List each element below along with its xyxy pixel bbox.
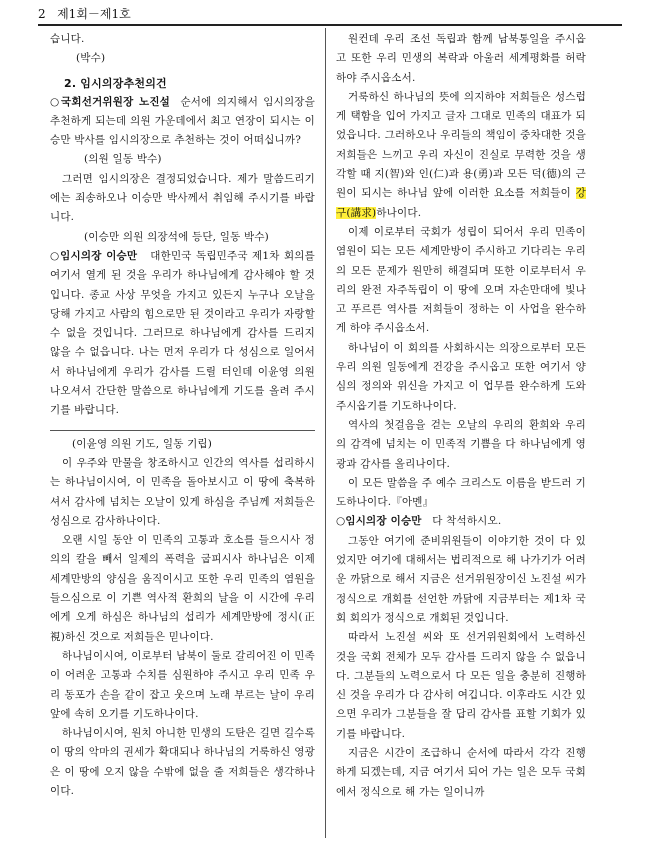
stage-direction: (박수): [76, 52, 106, 65]
paragraph: 이 모든 말씀을 주 예수 크리스도 이름을 받드러 기도하나이다.『아멘』: [336, 476, 586, 509]
page-header: [38, 6, 622, 26]
paragraph: 그동안 여기에 준비위원들이 이야기한 것이 다 있었지만 여기에 대해서는 법리적으로 해 나가기가 어려운 까닭으로 해서 지금은 선거위원장이신 노진설 씨가 정식으로 개회를 선언한 까닭에 지금부터는 제1차 국회 회의가 정식으로 개회된 것입니다.: [336, 534, 586, 624]
highlighted-text: 강구(講求): [336, 187, 586, 219]
circle-marker-icon: ○: [50, 95, 62, 108]
speech-text: 다 착석하시오.: [432, 515, 502, 528]
paragraph: 이제 이로부터 국회가 성립이 되어서 우리 민족이 염원이 되는 모든 세계만방이 주시하고 기다리는 우리의 모든 문제가 원만히 해결되며 또한 이로부터서 우리의 완전 자주독립이 이 땅에 오며 자손만대에 빛나고 푸르른 역사를 저희들이 정하는 이 사업을 완수하게 하야 주시옵소서.: [336, 225, 586, 335]
paragraph: 따라서 노진설 씨와 또 선거위원회에서 노력하신 것을 국회 전체가 모두 감사를 드리지 않을 수 없읍니다. 그분들의 노력으로서 다 모든 일을 충분히 진행하신 것을 우리가 다 감사히 여깁니다. 이후라도 시간 있으면 우리가 그분들을 잘 답리 감사를 표할 기회가 있기를 바랍니다.: [336, 631, 586, 740]
left-column: [50, 30, 315, 801]
stage-direction: (의원 일동 박수): [84, 153, 162, 166]
paragraph: 하나님이시여, 원치 아니한 민생의 도탄은 길면 길수록 이 땅의 악마의 권세가 확대되나 하나님의 거룩하신 영광은 이 땅에 오지 않을 수밖에 없을 줄 저희들은 생각하나이다.: [50, 727, 315, 797]
stage-direction: (이윤영 의원 기도, 일동 기립): [72, 437, 213, 450]
section-title: 2. 임시의장추천의건: [64, 76, 167, 90]
speaker-name: 임시의장 이승만: [60, 249, 138, 262]
paragraph: 이 우주와 만물을 창조하시고 인간의 역사를 섭리하시는 하나님이시여, 이 민족을 돌아보시고 이 땅에 축복하셔서 감사에 넘치는 오날이 있게 하심을 주님께 저희들은 성심으로 감사하나이다.: [50, 456, 315, 527]
paragraph-text: 하나이다.: [376, 206, 422, 219]
paragraph: 그러면 임시의장은 결정되었습니다. 제가 말씀드리기에는 죄송하오나 이승만 박사께서 취임해 주시기를 바랍니다.: [50, 172, 315, 224]
right-column: [336, 30, 586, 802]
column-divider: [325, 28, 326, 838]
circle-marker-icon: ○: [50, 249, 61, 262]
paragraph: [336, 88, 586, 223]
speech-text: 순서에 의지해서 임시의장을 추천하게 되는데 의원 가운데에서 최고 연장이 되시는 이승만 박사를 임시의장으로 추천하는 것이 어떠십니까?: [50, 95, 315, 147]
circle-marker-icon: ○: [336, 515, 346, 528]
separator-rule: [50, 430, 315, 431]
speaker-name: 국회선거위원장 노진설: [61, 95, 171, 108]
issue-title: 제1회－제1호: [57, 7, 131, 21]
speech: [336, 512, 586, 531]
speech: [50, 93, 315, 151]
paragraph: 원컨데 우리 조선 독립과 함께 남북통일을 주시옵고 또한 우리 민생의 복락과 아울러 세계평화를 허락하야 주시옵소서.: [336, 33, 586, 84]
paragraph: 오랜 시일 동안 이 민족의 고통과 호소를 들으시사 정의의 칼을 빼서 일제의 폭력을 굽피시사 하나님은 이제 세계만방의 양심을 움직이시고 또한 우리 민족의 염원을 들으심으로 이 기쁜 역사적 환희의 날을 이 시간에 우리에게 오게 하심은 하나님의 섭리가 세계만방에 정시(正視)하신 것으로 저희들은 믿나이다.: [50, 534, 315, 643]
page-number: 2: [38, 7, 46, 21]
stage-direction: (이승만 의원 의장석에 등단, 일동 박수): [84, 230, 269, 243]
speech-text: 대한민국 독립민주국 제1차 회의를 여기서 열게 된 것을 우리가 하나님에게 감사해야 할 것입니다. 종교 사상 무엇을 가지고 있든지 누구나 오날을 당해 가지고 사람의 힘으로만 된 것이라고 우리가 자랑할 수 없을 것입니다. 그러므로 하나님에게 감사를 드리지 않을 수 없읍니다. 나는 먼저 우리가 다 성심으로 일어서서 하나님에게 우리가 감사를 드릴 터인데 이윤영 의원 나오셔서 간단한 말씀으로 하나님에게 기도를 올려 주시기를 바랍니다.: [50, 249, 315, 417]
speaker-name: 임시의장 이승만: [345, 515, 422, 528]
paragraph: 지금은 시간이 조급하니 순서에 따라서 각각 진행하게 되겠는데, 지금 여기서 되어 가는 일은 모두 국회에서 정식으로 해 가는 일이니까: [336, 746, 586, 798]
paragraph-text: 거룩하신 하나님의 뜻에 의지하야 저희들은 성스럽게 택함을 입어 가지고 글자 그대로 민족의 대표가 되었읍니다. 그러하오나 우리들의 책임이 중차대한 것을 저희들은 느끼고 우리 자신이 진실로 무력한 것을 생각할 때 지(智)와 인(仁)과 용(勇)과 모든 덕(德)의 근원이 되시는 하나님 앞에 이러한 요소를 저희들이: [336, 90, 586, 200]
paragraph: 하나님이시여, 이로부터 남북이 둘로 갈리어진 이 민족이 어려운 고통과 수치를 심원하야 주시고 우리 민족 우리 동포가 손을 같이 잡고 웃으며 노래 부르는 날이 우리 앞에 속히 오기를 기도하나이다.: [50, 649, 315, 720]
speech: [50, 247, 315, 421]
paragraph: 하나님이 이 회의를 사회하시는 의장으로부터 모든 우리 의원 일동에게 건강을 주시옵고 또한 여기서 양심의 정의와 위신을 가지고 이 업무를 완수하게 도와주시옵기를 기도하나이다.: [336, 341, 586, 412]
paragraph: 습니다.: [50, 33, 85, 45]
paragraph: 역사의 첫걸음을 걷는 오날의 우리의 환희와 우리의 감격에 넘치는 이 민족적 기쁨을 다 하나님에게 영광과 감사를 올리나이다.: [336, 418, 586, 470]
